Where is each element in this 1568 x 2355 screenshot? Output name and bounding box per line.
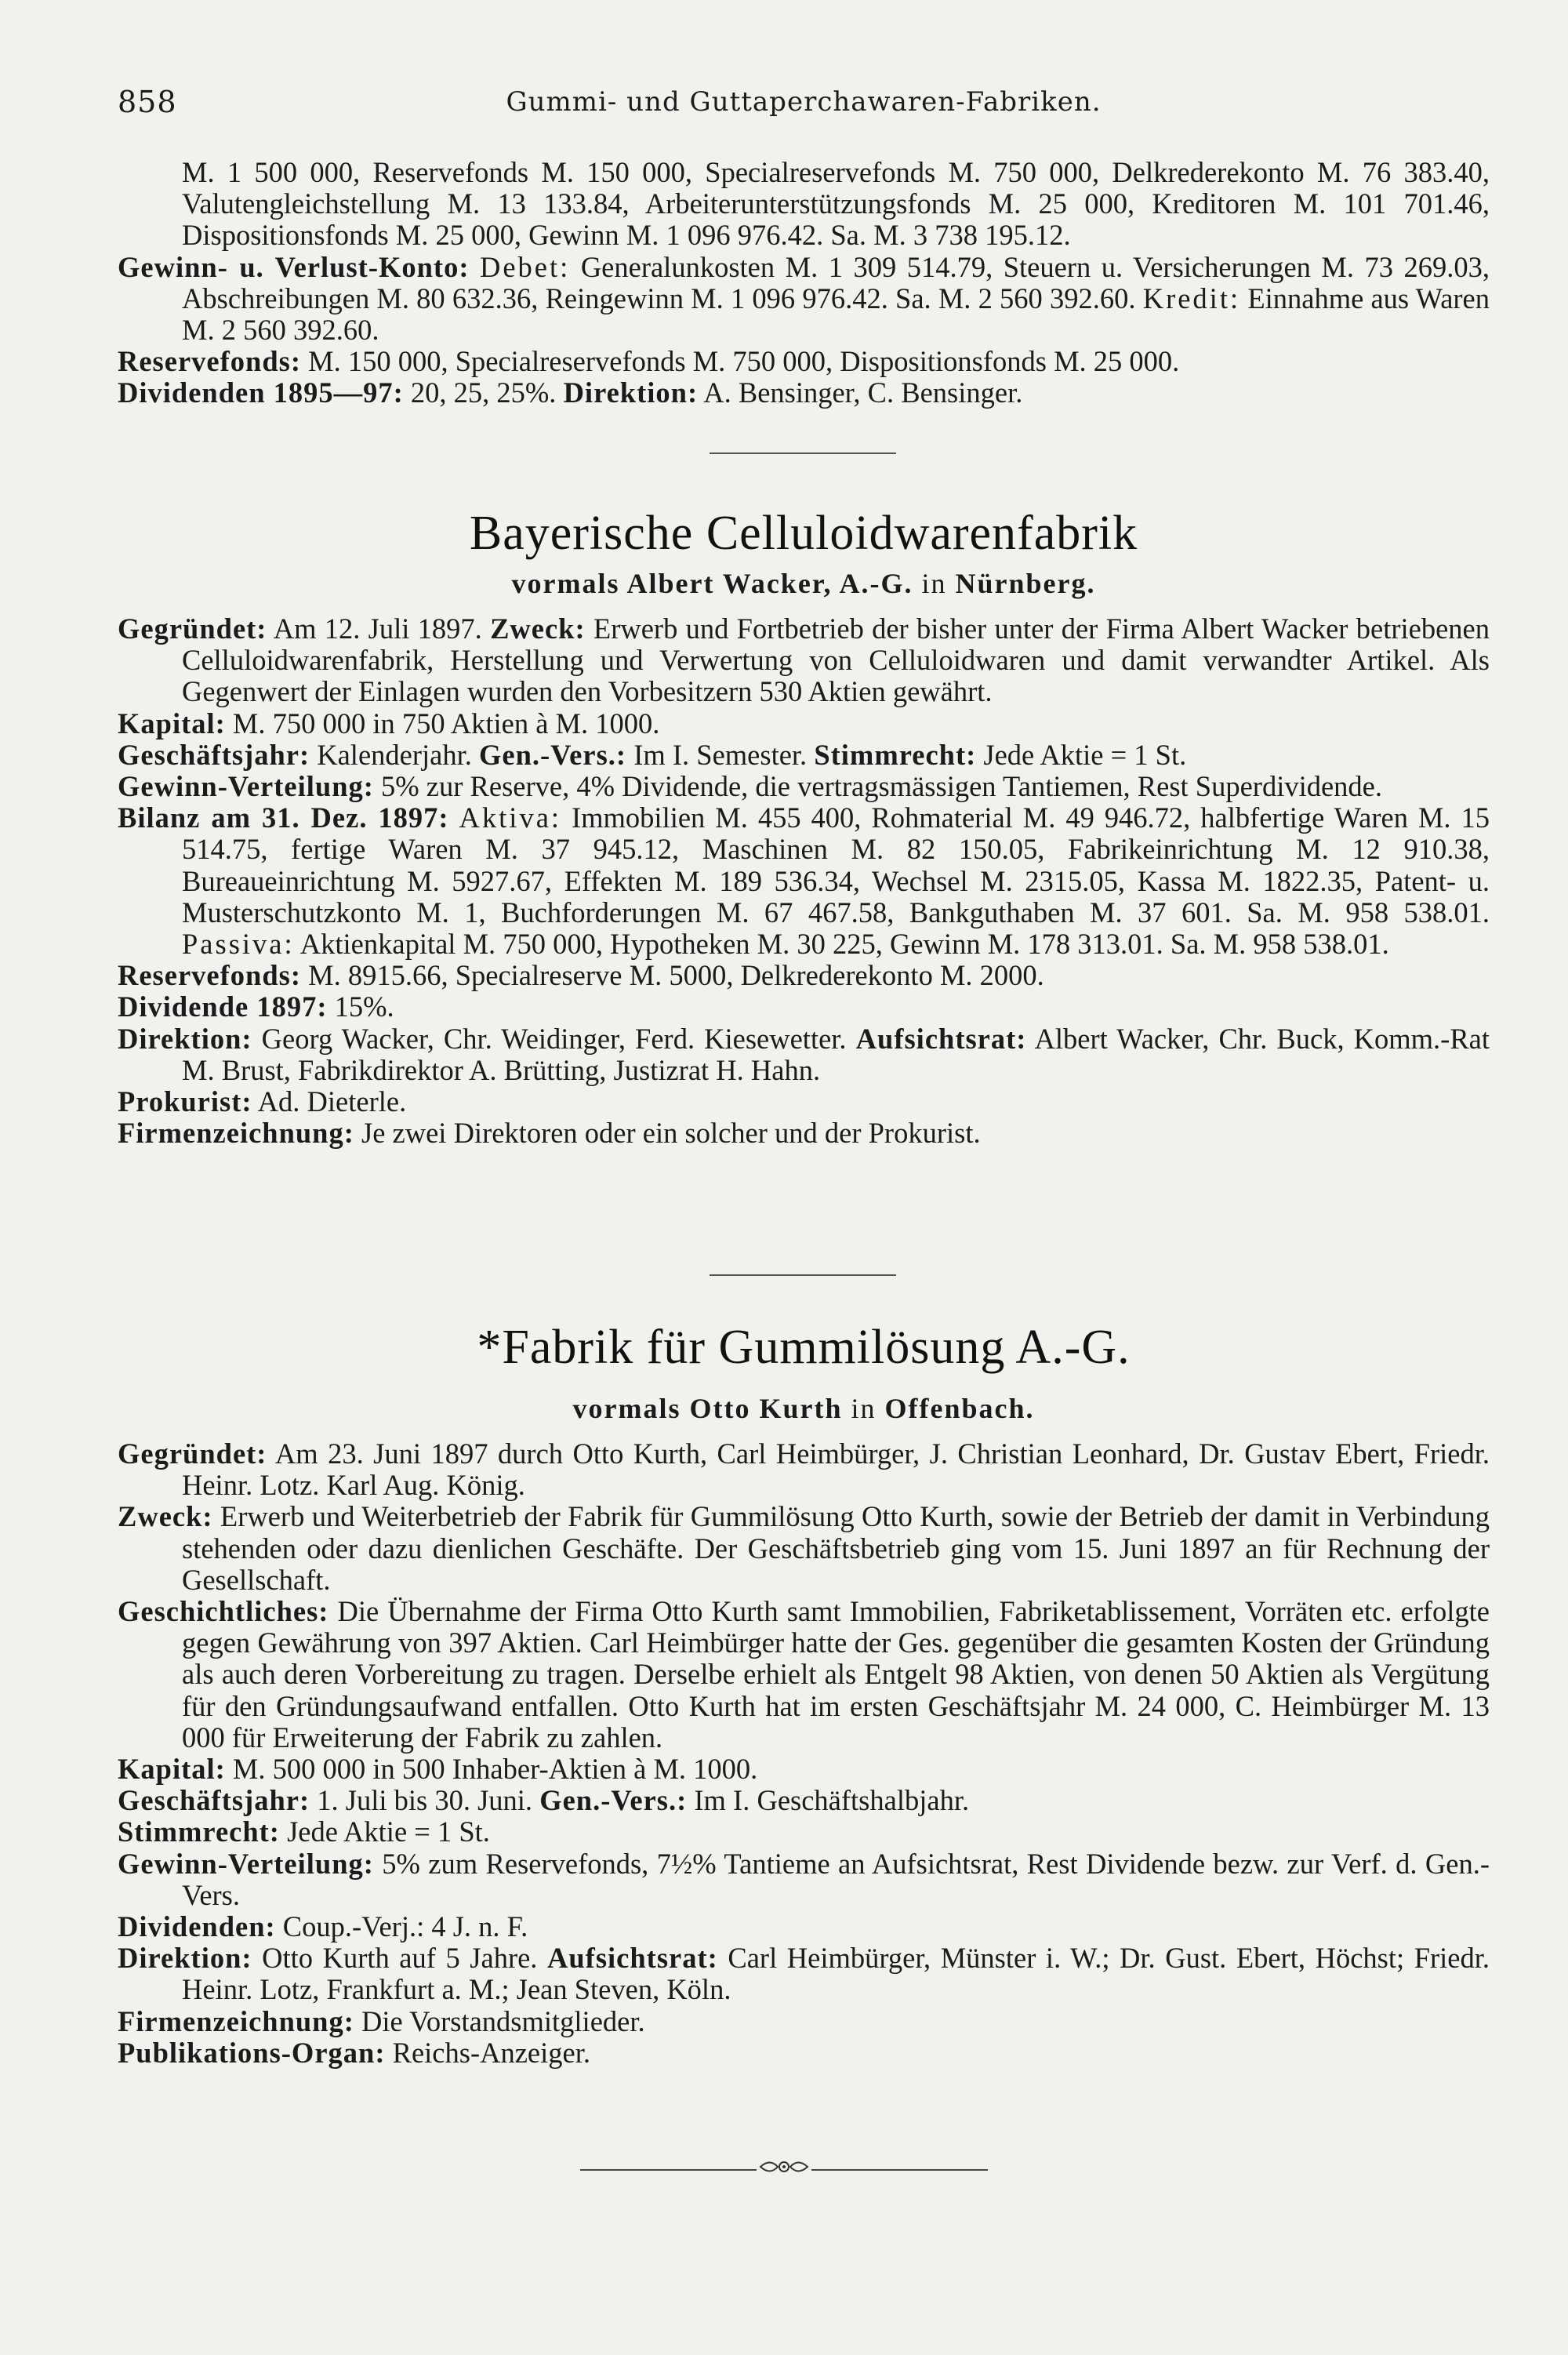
profit-distribution: Gewinn-Verteilung: 5% zum Reservefonds, 7½% Tantieme an Aufsichtsrat, Rest Dividende bezw. zur Verf. d. Gen.-Vers. (118, 1847, 1490, 1911)
entry-title: *Fabrik für Gummilösung A.-G. (477, 1321, 1131, 1374)
profit-distribution: Gewinn-Verteilung: 5% zur Reserve, 4% Dividende, die vertragsmässigen Tantiemen, Rest Superdividende. (118, 770, 1382, 803)
page-number: 858 (118, 85, 177, 119)
founded-purpose: Gegründet: Am 12. Juli 1897. Zweck: Erwerb und Fortbetrieb der bisher unter der Firma Albert Wacker betriebenen Celluloidwarenfabrik, Herstellung und Verwertung von Celluloidwaren und damit verwandter Artikel. Als Gegenwert der Einlagen wurden den Vorbesitzern 530 Aktien gewährt. (118, 612, 1490, 708)
capital: Kapital: M. 500 000 in 500 Inhaber-Aktien à M. 1000. (118, 1753, 758, 1786)
reserve-funds: Reservefonds: M. 8915.66, Specialreserve M. 5000, Delkrederekonto M. 2000. (118, 959, 1044, 992)
procurator: Prokurist: Ad. Dieterle. (118, 1085, 407, 1118)
management: Direktion: Otto Kurth auf 5 Jahre. Aufsichtsrat: Carl Heimbürger, Münster i. W.; Dr. Gust. Ebert, Höchst; Friedr. Heinr. Lotz, Frankfurt a. M.; Jean Steven, Köln. (118, 1942, 1490, 2006)
entry-subtitle: vormals Otto Kurth in Offenbach. (572, 1393, 1035, 1424)
previous-entry (118, 157, 1490, 409)
ornament-line-right (811, 2169, 988, 2171)
capital: Kapital: M. 750 000 in 750 Aktien à M. 1000. (118, 707, 660, 740)
entry-subtitle: vormals Albert Wacker, A.-G. in Nürnberg. (511, 568, 1096, 599)
history: Geschichtliches: Die Übernahme der Firma Otto Kurth samt Immobilien, Fabriketablissement, Vorräten etc. erfolgte gegen Gewährung von 397 Aktien. Carl Heimbürger hatte der Ges. gegenüber die gesamten Kosten der Gründung als auch deren Vorbereitung zu tragen. Derselbe erhielt als Entgelt 98 Aktien, von denen 50 Aktien als Vergütung für den Gründungsaufwand entfallen. Otto Kurth hat im ersten Geschäftsjahr M. 24 000, C. Heimbürger M. 13 000 für Erweiterung der Fabrik zu zahlen. (118, 1595, 1490, 1754)
balance-continuation: M. 1 500 000, Reservefonds M. 150 000, Specialreservefonds M. 750 000, Delkrederekonto M. 76 383.40, Valutengleichstellung M. 13 133.84, Arbeiterunterstützungsfonds M. 25 000, Kreditoren M. 101 701.46, Dispositionsfonds M. 25 000, Gewinn M. 1 096 976.42. Sa. M. 3 738 195.12. (182, 156, 1490, 252)
fiscal-year: Geschäftsjahr: Kalenderjahr. Gen.-Vers.: Im I. Semester. Stimmrecht: Jede Aktie = 1 St. (118, 738, 1187, 771)
entry-body (118, 1438, 1490, 2069)
entry-title: Bayerische Celluloidwarenfabrik (469, 507, 1138, 560)
management: Direktion: Georg Wacker, Chr. Weidinger, Ferd. Kiesewetter. Aufsichtsrat: Albert Wacker, Chr. Buck, Komm.-Rat M. Brust, Fabrikdirektor A. Brütting, Justizrat H. Hahn. (118, 1022, 1490, 1086)
publication-organ: Publikations-Organ: Reichs-Anzeiger. (118, 2036, 590, 2069)
ornament-icon (759, 2153, 809, 2186)
dividends: Dividenden: Coup.-Verj.: 4 J. n. F. (118, 1910, 528, 1943)
voting-right: Stimmrecht: Jede Aktie = 1 St. (118, 1815, 490, 1848)
entry-body (118, 613, 1490, 1149)
purpose: Zweck: Erwerb und Weiterbetrieb der Fabrik für Gummilösung Otto Kurth, sowie der Betrieb der damit in Verbindung stehenden oder dazu dienlichen Geschäfte. Der Geschäftsbetrieb ging vom 15. Juni 1897 an für Rechnung der Gesellschaft. (118, 1500, 1490, 1596)
fiscal-year: Geschäftsjahr: 1. Juli bis 30. Juni. Gen.-Vers.: Im I. Geschäftshalbjahr. (118, 1784, 970, 1817)
section-divider (710, 452, 896, 454)
signature-rule: Firmenzeichnung: Je zwei Direktoren oder ein solcher und der Prokurist. (118, 1117, 981, 1150)
profit-loss-account: Gewinn- u. Verlust-Konto: Debet: Generalunkosten M. 1 309 514.79, Steuern u. Versicherungen M. 73 269.03, Abschreibungen M. 80 632.36, Reingewinn M. 1 096 976.42. Sa. M. 2 560 392.60. Kredit: Einnahme aus Waren M. 2 560 392.60. (118, 250, 1490, 347)
signature-rule: Firmenzeichnung: Die Vorstandsmitglieder. (118, 2004, 645, 2037)
reserve-funds: Reservefonds: M. 150 000, Specialreservefonds M. 750 000, Dispositionsfonds M. 25 000. (118, 345, 1180, 378)
end-ornament (580, 2158, 988, 2182)
running-title: Gummi- und Guttaperchawaren-Fabriken. (506, 86, 1102, 118)
founded: Gegründet: Am 23. Juni 1897 durch Otto Kurth, Carl Heimbürger, J. Christian Leonhard, Dr. Gustav Ebert, Friedr. Heinr. Lotz. Karl Aug. König. (118, 1437, 1490, 1502)
page-header (118, 85, 1490, 124)
dividend: Dividende 1897: 15%. (118, 990, 394, 1023)
ornament-line-left (580, 2169, 757, 2171)
balance-sheet: Bilanz am 31. Dez. 1897: Aktiva: Immobilien M. 455 400, Rohmaterial M. 49 946.72, halbfertige Waren M. 15 514.75, fertige Waren M. 37 945.12, Maschinen M. 82 150.05, Fabrikeinrichtung M. 12 910.38, Bureaueinrichtung M. 5927.67, Effekten M. 189 536.34, Wechsel M. 2315.05, Kassa M. 1822.35, Patent- u. Musterschutzkonto M. 1, Buchforderungen M. 67 467.58, Bankguthaben M. 37 601. Sa. M. 958 538.01. Passiva: Aktienkapital M. 750 000, Hypotheken M. 30 225, Gewinn M. 178 313.01. Sa. M. 958 538.01. (118, 801, 1490, 961)
section-divider (710, 1274, 896, 1276)
dividends-directors: Dividenden 1895—97: 20, 25, 25%. Direktion: A. Bensinger, C. Bensinger. (118, 376, 1023, 409)
